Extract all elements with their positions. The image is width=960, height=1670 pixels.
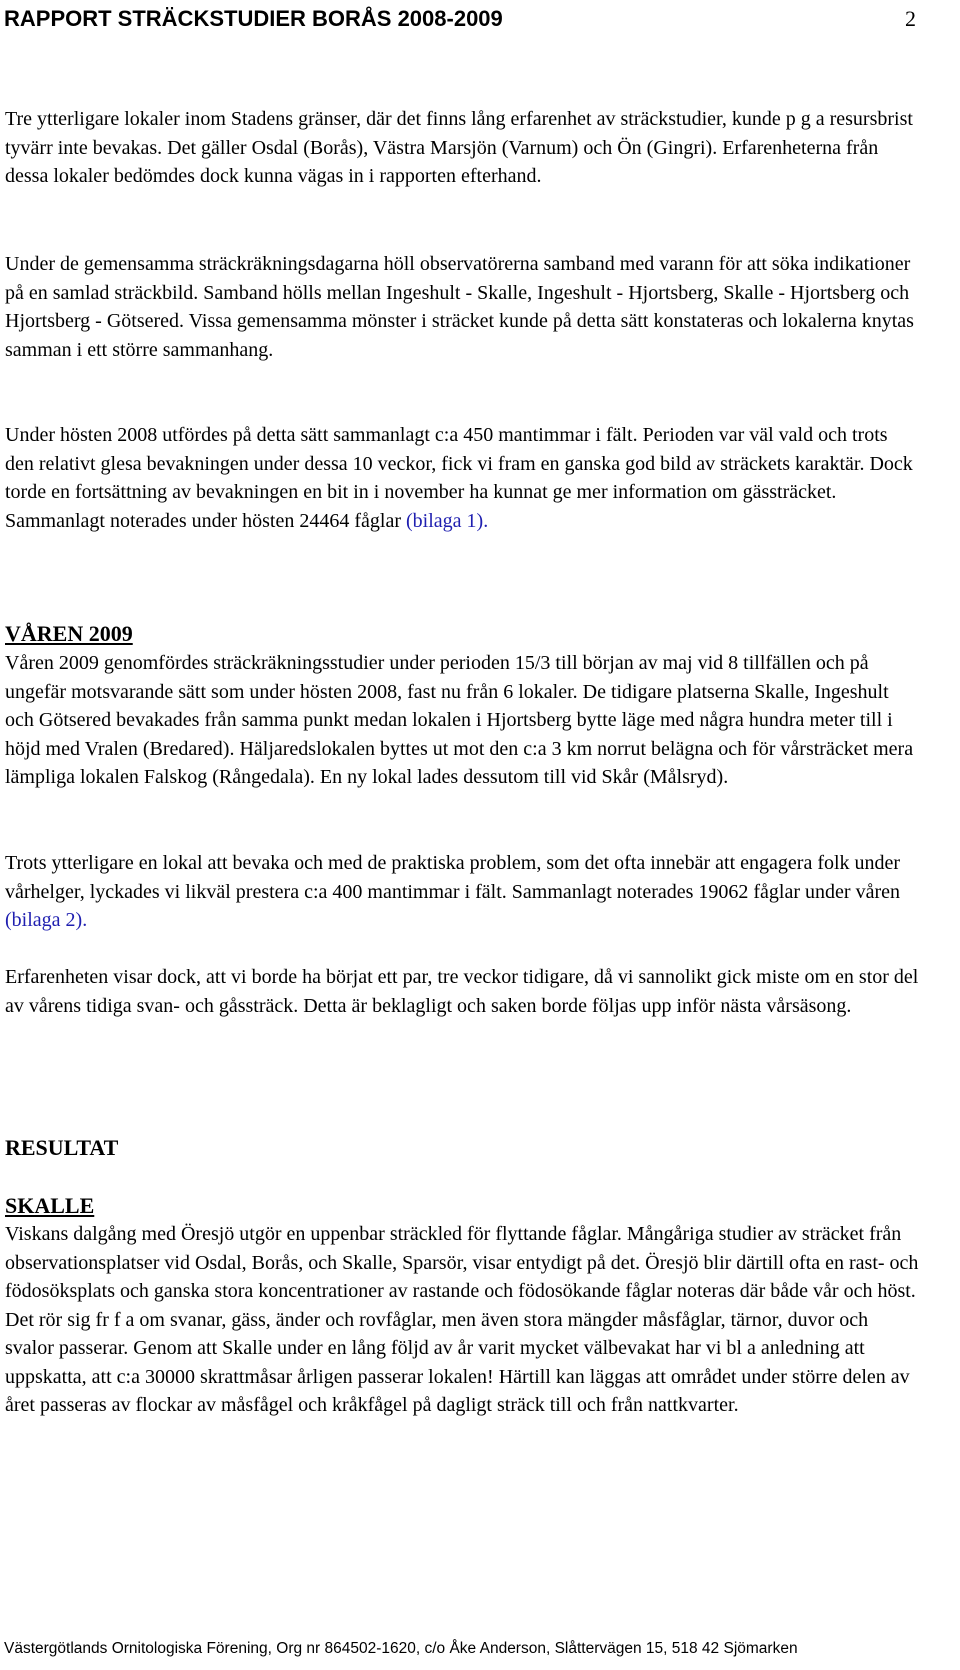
paragraph-unmonitored-sites <box>5 105 920 191</box>
paragraph-skalle <box>5 1220 920 1420</box>
paragraph-joint-counting <box>5 250 920 364</box>
report-title: RAPPORT STRÄCKSTUDIER BORÅS 2008-2009 <box>4 6 503 31</box>
subsection-heading-skalle <box>5 1191 920 1221</box>
paragraph-spring-study <box>5 649 920 792</box>
paragraph-text: Våren 2009 genomfördes sträckräkningsstudier under perioden 15/3 till början av maj vid 8 tillfällen och på ungefär motsvarande sätt som under hösten 2008, fast nu från 6 lokaler. De tidigare platserna Skalle, Ingeshult och Götsered bevakades från samma punkt medan lokalen i Hjortsberg bytte läge med några hundra meter till i höjd med Vralen (Bredared). Häljaredslokalen byttes ut mot den c:a 3 km norrut belägna och för vårsträcket mera lämpliga lokalen Falskog (Rångedala). En ny lokal lades dessutom till vid Skår (Målsryd). <box>5 652 914 788</box>
paragraph-autumn-summary <box>5 421 920 535</box>
page-header <box>4 4 916 34</box>
heading-text: RESULTAT <box>5 1135 119 1160</box>
paragraph-text-span: Under hösten 2008 utfördes på detta sätt sammanlagt c:a 450 mantimmar i fält. Perioden var väl vald och trots den relativt glesa bevakningen under dessa 10 veckor, fick vi fram en ganska god bild av sträckets karaktär. Dock torde en fortsättning av bevakningen en bit in i november ha kunnat ge mer information om gässträcket. Sammanlagt noterades under hösten 24464 fåglar <box>5 424 913 532</box>
heading-text: SKALLE <box>5 1193 95 1218</box>
page-number: 2 <box>905 6 916 31</box>
paragraph-text-span: Trots ytterligare en lokal att bevaka och med de praktiska problem, som det ofta innebär att engagera folk under vårhelger, lyckades vi likväl prestera c:a 400 mantimmar i fält. Sammanlagt noterades 19062 fåglar under våren <box>5 852 901 903</box>
paragraph-text <box>5 421 920 535</box>
paragraph-spring-summary <box>5 849 920 935</box>
section-heading-results <box>5 1133 920 1163</box>
heading-text: VÅREN 2009 <box>5 621 133 646</box>
paragraph-text: Erfarenheten visar dock, att vi borde ha börjat ett par, tre veckor tidigare, då vi sannolikt gick miste om en stor del av vårens tidiga svan- och gåssträck. Detta är beklagligt och saken borde följas upp inför nästa vårsäsong. <box>5 966 919 1017</box>
paragraph-text: Under de gemensamma sträckräkningsdagarna höll observatörerna samband med varann för att söka indikationer på en samlad sträckbild. Samband hölls mellan Ingeshult - Skalle, Ingeshult - Hjortsberg, Skalle - Hjortsberg och Hjortsberg - Götsered. Vissa gemensamma mönster i sträcket kunde på detta sätt konstateras och lokalerna knytas samman i ett större sammanhang. <box>5 253 914 361</box>
section-heading-spring <box>5 619 920 649</box>
paragraph-text <box>5 849 920 935</box>
paragraph-text: Viskans dalgång med Öresjö utgör en uppenbar sträckled för flyttande fåglar. Mångåriga studier av sträcket från observationsplatser vid Osdal, Borås, och Skalle, Sparsör, visar entydigt på det. Öresjö blir därtill ofta en rast- och födosöksplats och ganska stora koncentrationer av rastande och födosökande fåglar noteras där både vår och höst. Det rör sig fr f a om svanar, gäss, änder och rovfåglar, men även stora mängder måsfåglar, tärnor, duvor och svalor passerar. Genom att Skalle under en lång följd av år varit mycket välbevakat har vi bl a anledning att uppskatta, att c:a 30000 skrattmåsar årligen passerar lokalen! Härtill kan läggas att området under större delen av året passeras av flockar av måsfågel och kråkfågel på dagligt sträck till och från nattkvarter. <box>5 1223 919 1416</box>
paragraph-text: Tre ytterligare lokaler inom Stadens gränser, där det finns lång erfarenhet av sträckstudier, kunde p g a resursbrist tyvärr inte bevakas. Det gäller Osdal (Borås), Västra Marsjön (Varnum) och Ön (Gingri). Erfarenheterna från dessa lokaler bedömdes dock kunna vägas in i rapporten efterhand. <box>5 108 913 187</box>
appendix-1-link[interactable]: (bilaga 1). <box>406 509 489 532</box>
paragraph-experience <box>5 963 920 1020</box>
page-footer: Västergötlands Ornitologiska Förening, Org nr 864502-1620, c/o Åke Anderson, Slåttervägen 15, 518 42 Sjömarken <box>4 1640 798 1657</box>
appendix-2-link[interactable]: (bilaga 2). <box>5 909 88 931</box>
